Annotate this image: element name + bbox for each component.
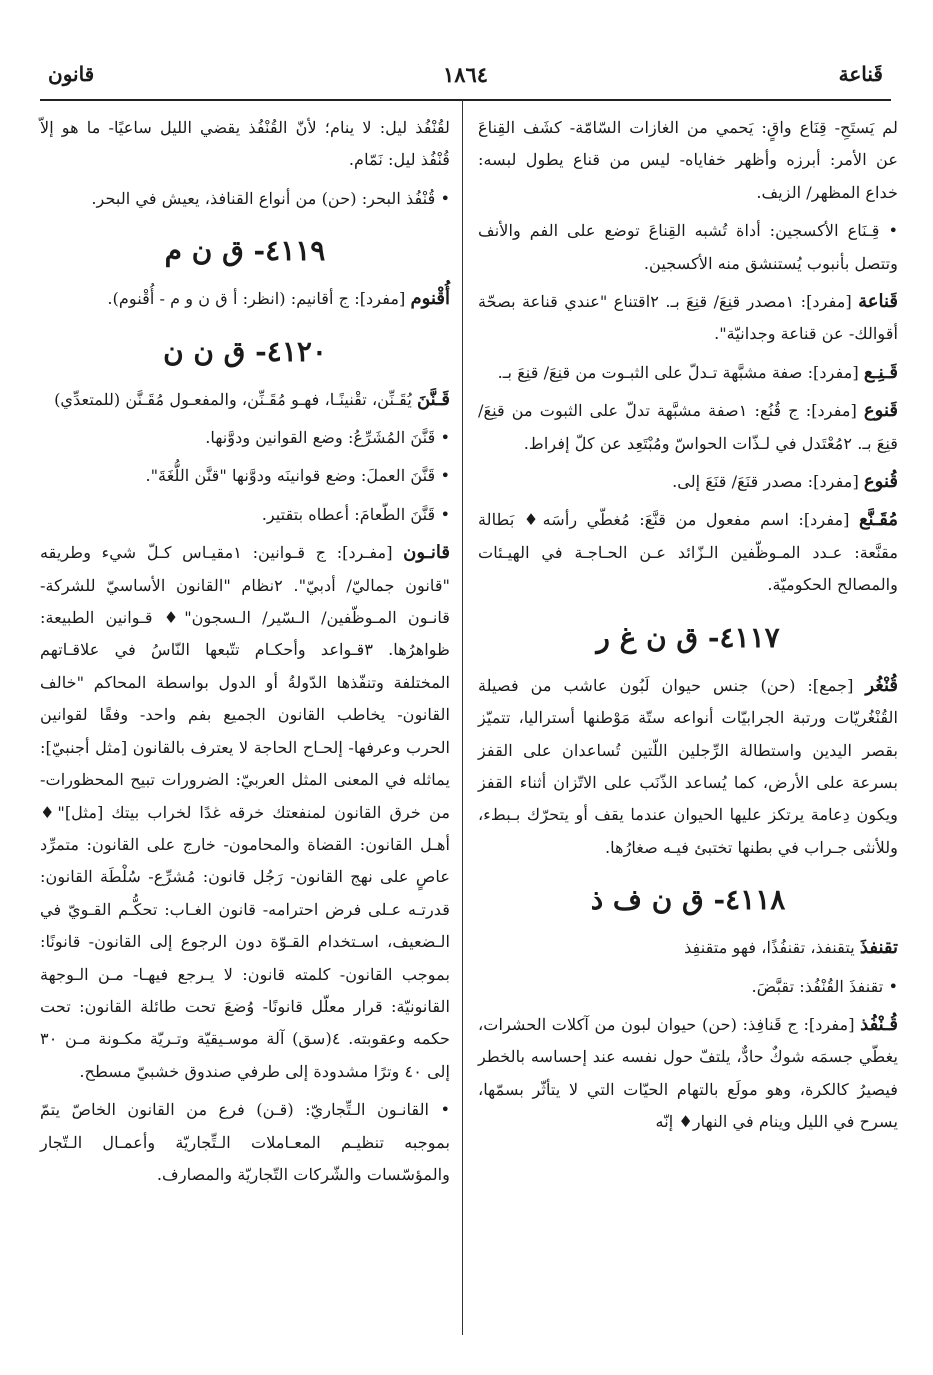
entry-definition: لقُنْفُذ ليل: لا ينام؛ لأنّ القُنْفُذ يقضي الليل ساعيًا- ما هو إلاّ قُنْفُذ ليل: نَمّام. — [40, 118, 450, 170]
entry-text — [40, 422, 450, 454]
entry-definition: [مفرد]: مصدر قنَعَ/ قنَعَ إلى. — [672, 472, 864, 492]
entry-headword: قُنوع — [863, 471, 898, 493]
entry-definition: • تقنفذَ القُنْفُذ: تقبَّضَ. — [751, 976, 898, 996]
dictionary-entry — [478, 395, 898, 460]
entry-definition: • قَنَّنَ المُشَرِّعُ: وضع القوانين ودوَّنها. — [205, 428, 450, 448]
entry-definition: • قَنَّنَ الطّعامَ: أعطاه بتقتير. — [261, 504, 450, 524]
entry-definition: [مفرد]: صفة مشبَّهة تـدلّ على الثبـوت من قنِعَ/ قنِعَ بـ. — [497, 362, 864, 382]
entry-definition: يُقَـنِّن، تقْنينًـا، فهـو مُقَـنِّن، والمفعـول مُقَـنَّن (للمتعدِّي) — [54, 389, 417, 409]
entry-definition: [مفرد]: ج قَنافِذ: (حن) حيوان لبون من آكلات الحشرات، يغطّي جسمَه شوكٌ حادٌّ، يلتفّ حول نفسه عند إحساسه بالخطر فيصيرُ كالكرة، وهو مولَع بالتهام الحيّات التي لا يتأثّر بسمّها، يسرح في الليل وينام في النهار♦ إنّه — [478, 1014, 898, 1132]
entry-headword: قَـنَّنَ — [416, 388, 450, 410]
entry-headword: قُنْغُر — [865, 674, 898, 696]
dictionary-entry — [40, 384, 450, 416]
entry-text — [40, 112, 450, 177]
dictionary-entry — [40, 537, 450, 1088]
dictionary-entry — [478, 1009, 898, 1139]
entry-headword: قَـنِـع — [863, 361, 898, 383]
entry-definition: • قَنَّنَ العملَ: وضع قوانينَه ودوَّنها "قنَّن اللُّغَةَ". — [145, 466, 450, 486]
entry-definition: • القانـون الـتِّجاريّ: (قـن) فرع من القانون الخاصّ يتمّ بموجبه تنظيـم المعـاملات الـتِّجاريّة وأعمـال الـتّجار والمؤسّسات والشّركات التّجاريّة والمصارف. — [40, 1100, 450, 1184]
left-column — [40, 112, 450, 1197]
entry-headword: قَنوع — [863, 400, 898, 422]
entry-definition: [مفرد]: اسم مفعول من قنَّعَ: مُغطّي رأسَه♦ بَطالة مقنَّعة: عـدد المـوظّفين الـزّائد عـن الحـاجـة في الهيـئات والمصالح الحكوميّة. — [478, 510, 898, 595]
column-divider — [462, 100, 463, 1335]
entry-headword: قَناعة — [858, 291, 898, 313]
entry-headword: مُقَـنَّع — [858, 509, 898, 531]
root-heading: ٤١١٩- ق ن م — [164, 234, 326, 268]
entry-definition: [مفرد]: ج أقانيم: (انظر: أ ق ن و م - أُقْنوم). — [107, 289, 411, 309]
entry-text — [40, 183, 450, 215]
entry-definition: [جمع]: (حن) جنس حيوان لَبُون عاشب من فصيلة القُنْغُريّات ورتبة الجرابيّات أنواعه ستّة مَوْطنها أستراليا، تتميّز بقصر اليدين واستطالة الرِّجلين اللّتين تُساعدان على القفز بسرعة على الأرض، كما يُساعد الذّنَب على الاتّزان أثناء القفز ويكون دِعامة يرتكز عليها الحيوان عندما يقف أو يتحرّك بـبطء، وللأنثى جـراب في بطنها تختبئ فيـه صغارُها. — [478, 675, 898, 857]
dictionary-entry — [478, 466, 898, 498]
dictionary-entry — [478, 504, 898, 601]
entry-text — [40, 499, 450, 531]
entry-definition: يتقنفذ، تقنفُذًا، فهو متقنفِذ — [684, 938, 860, 958]
entry-text — [478, 971, 898, 1003]
header-rule — [40, 99, 891, 101]
entry-text — [40, 460, 450, 492]
dictionary-entry — [478, 357, 898, 389]
entry-text — [478, 112, 898, 209]
dictionary-entry — [478, 932, 898, 964]
entry-text — [478, 215, 898, 280]
right-guide-word: قَناعة — [838, 62, 883, 86]
root-heading: ٤١١٨- ق ن ف ذ — [590, 883, 786, 917]
entry-definition: [مفرد]: ج قُنُع: ١صفة مشبَّهة تدلّ على الثبوت من قنِعَ/ قنِعَ بـ. ٢مُعْتَدل في لـذّات الحواسّ ومُبْتَعِد عن كلّ إفراط. — [478, 401, 898, 453]
entry-headword: تقنفذَ — [859, 937, 898, 959]
root-heading: ٤١٢٠- ق ن ن — [163, 334, 327, 368]
entry-text — [40, 1094, 450, 1191]
left-guide-word: قانون — [48, 62, 95, 86]
entry-definition: [مفرد]: ١مصدر قنِعَ/ قنِعَ بـ. ٢اقتناع "عندي قناعة بصحّة أقوالك- عن قناعة وجدانيّة". — [478, 292, 898, 344]
entry-definition: لم يَستَحِ- قِنَاع واقٍ: يَحمي من الغازات السّامّة- كشَف القِناعَ عن الأمر: أبرزه وأظهر خفاياه- ليس من قناع يطول لبسه: خداع المظهر/ الزيف. — [478, 118, 898, 202]
dictionary-entry — [478, 286, 898, 351]
right-column — [478, 112, 898, 1145]
dictionary-entry — [478, 670, 898, 864]
page-header — [40, 58, 891, 98]
entry-definition: • قُنْفُذ البحر: (حن) من أنواع القنافذ، يعيش في البحر. — [91, 188, 450, 208]
entry-definition: • قِـنَاع الأكسجين: أداة تُشبه القِناعَ توضع على الفم والأنف وتتصل بأنبوب يُستنشق منه الأكسجين. — [478, 221, 898, 273]
entry-headword: أُقْنوم — [410, 288, 450, 310]
entry-headword: قُـنْفُذ — [860, 1013, 898, 1035]
dictionary-entry — [40, 283, 450, 315]
root-heading: ٤١١٧- ق ن غ ر — [596, 620, 780, 654]
entry-definition: [مفـرد]: ج قـوانين: ١مقيـاس كـلّ شيء وطريقه "قانون جماليّ/ أدبيّ". ٢نظام "القانون الأساسيّ للشركة- قانـون المـوظّفين/ الـسّير/ الـسجون"♦ قـوانين الطبيعة: ظواهرُها. ٣قـواعد وأحكـام تتّبعها النّاسُ في علاقـاتهم المختلفة وتنفّذها الدّولةُ أو الدول بواسطة المحاكم "خالف القانون- يخاطب القانون الجميع بفم واحد- وفقًا لقوانين الحرب وعرفها- إلحـاح الحاجة لا يعترف بالقانون [مثل أجنبيّ]: يماثله في المعنى المثل العربيّ: الضرورات تبيح المحظورات- من خرق القانون لمنفعتك خرقه غدًا لخراب بيتك [مثل]"♦ أهـل القانون: القضاة والمحامون- خارج على القانون: متمرِّد عاصٍ على نهج القانون- رَجُل قانون: مُشرِّع- سُلْطَة القانون: قدرتـه عـلى فرض احترامه- قانون الغـاب: تحكُّـم القـويّ في الـضعيف، اسـتخدام القـوّة دون الرجوع إلى القانون- قانونًا: بموجب القانون- كلمته قانون: لا يـرجع فيهـا- مـن الـوجهة القانونيّة: قرار معلّل قانونًا- وُضعَ تحت طائلة القانون: تحت حكمه وعقوبته. ٤(سق) آلة موسـيقيّة وتـريّة مكـونة مـن ٣٠ إلى ٤٠ وترًا مشدودة إلى طرفي صندوق خشبيّ مسطح. — [40, 543, 451, 1081]
entry-headword: قانـون — [403, 542, 450, 564]
page-number: ١٨٦٤ — [442, 62, 489, 87]
